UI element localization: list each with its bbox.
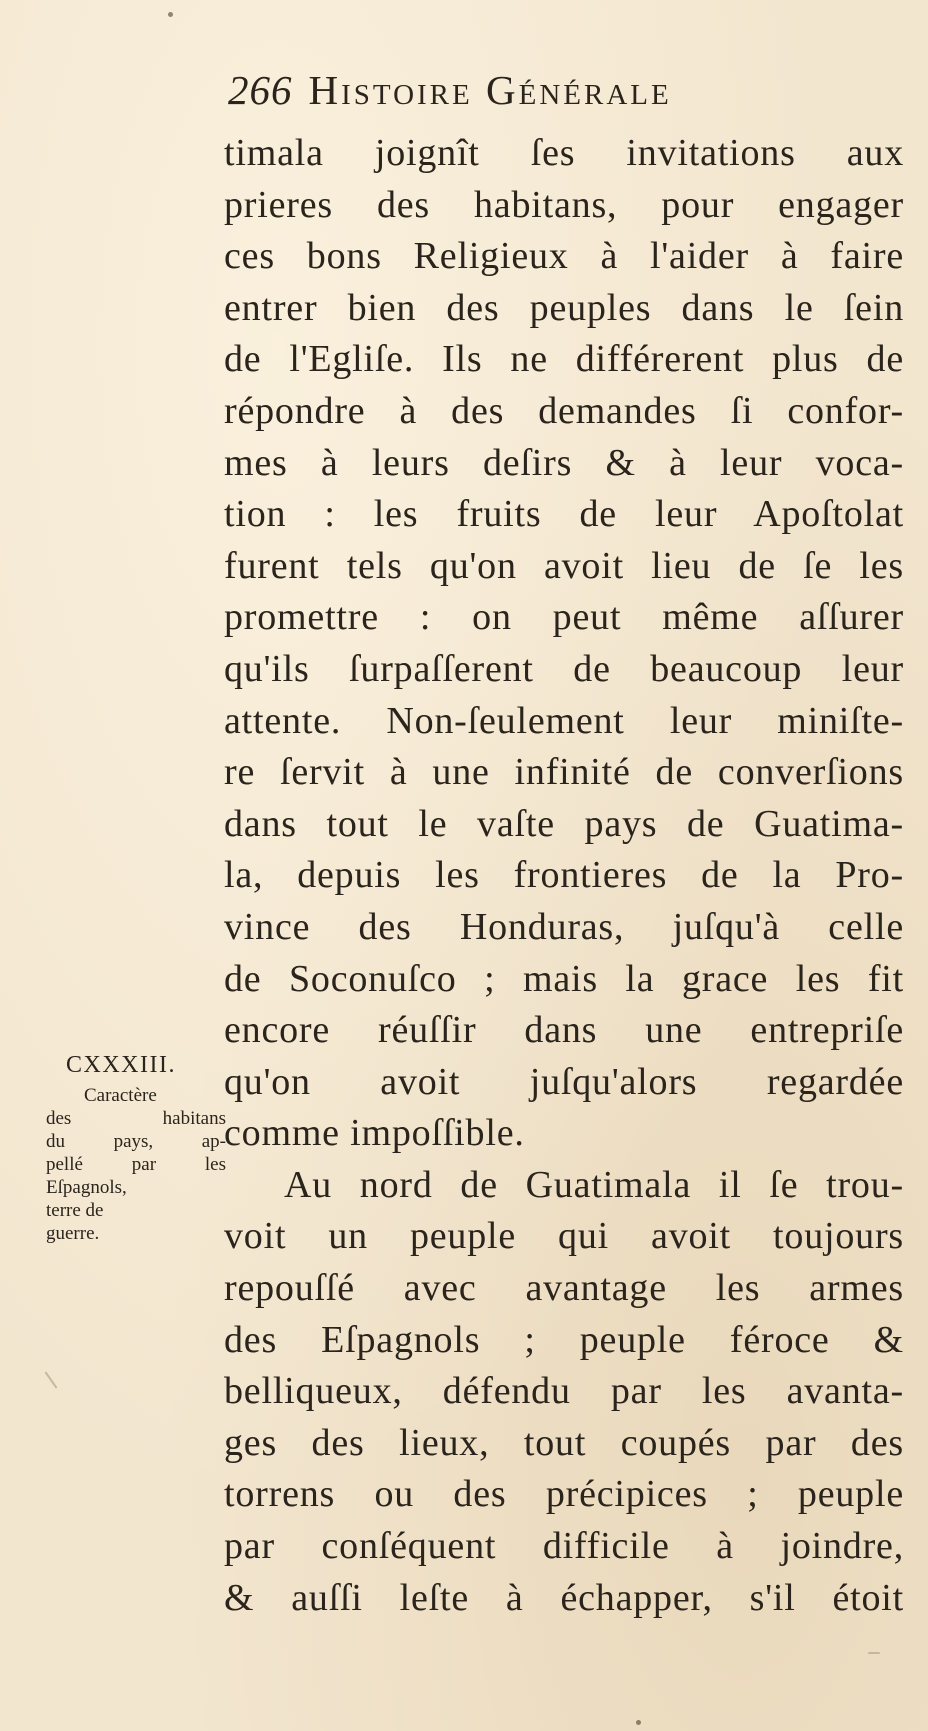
text-line: promettre : on peut même aſſurer	[224, 596, 904, 639]
text-line: répondre à des demandes ſi confor-	[224, 389, 904, 432]
ink-speck	[44, 1371, 57, 1389]
text-line: vince des Honduras, juſqu'à celle	[224, 905, 904, 948]
text-line: des Eſpagnols ; peuple féroce &	[224, 1318, 904, 1361]
section-number: CXXXIII.	[66, 1052, 176, 1078]
margin-note-line: terre de	[46, 1200, 104, 1221]
text-line: voit un peuple qui avoit toujours	[224, 1215, 904, 1258]
ink-speck	[636, 1720, 641, 1725]
text-line: qu'on avoit juſqu'alors regardée	[224, 1060, 904, 1103]
text-line: la, depuis les frontieres de la Pro-	[224, 854, 904, 897]
text-line: torrens ou des précipices ; peuple	[224, 1473, 904, 1516]
text-line: qu'ils ſurpaſſerent de beaucoup leur	[224, 647, 904, 690]
text-line: & auſſi leſte à échapper, s'il étoit	[224, 1576, 904, 1619]
margin-note-line: Caractère	[84, 1085, 157, 1106]
text-line: par conſéquent difficile à joindre,	[224, 1525, 904, 1568]
text-line: ges des lieux, tout coupés par des	[224, 1421, 904, 1464]
paragraph-end-line: comme impoſſible.	[224, 1112, 525, 1155]
text-line: de l'Egliſe. Ils ne différerent plus de	[224, 338, 904, 381]
text-line: repouſſé avec avantage les armes	[224, 1267, 904, 1310]
margin-note-line: Eſpagnols,	[46, 1177, 127, 1198]
paragraph-start-line: Au nord de Guatimala il ſe trou-	[284, 1163, 904, 1206]
text-line: de Soconuſco ; mais la grace les fit	[224, 957, 904, 1000]
text-line: prieres des habitans, pour engager	[224, 183, 904, 226]
text-line: encore réuſſir dans une entrepriſe	[224, 1009, 904, 1052]
text-line: re ſervit à une infinité de converſions	[224, 751, 904, 794]
text-line: belliqueux, défendu par les avanta-	[224, 1370, 904, 1413]
text-line: entrer bien des peuples dans le ſein	[224, 286, 904, 329]
page-number: 266	[228, 67, 293, 113]
margin-note-line: pellé par les	[46, 1154, 226, 1175]
body-text	[224, 128, 904, 1624]
text-line: furent tels qu'on avoit lieu de ſe les	[224, 544, 904, 587]
text-line: ces bons Religieux à l'aider à faire	[224, 235, 904, 278]
text-line: mes à leurs deſirs & à leur voca-	[224, 441, 904, 484]
text-line: timala joignît ſes invitations aux	[224, 132, 904, 174]
running-head	[228, 66, 868, 126]
text-line: attente. Non-ſeulement leur miniſte-	[224, 699, 904, 742]
ink-speck	[868, 1652, 880, 1654]
margin-note-line: guerre.	[46, 1223, 100, 1244]
text-line: dans tout le vaſte pays de Guatima-	[224, 802, 904, 845]
running-title: Histoire Générale	[308, 67, 672, 113]
ink-speck	[168, 12, 173, 17]
margin-note-line: du pays, ap-	[46, 1131, 226, 1152]
text-line: tion : les fruits de leur Apoſtolat	[224, 493, 904, 536]
margin-note-line: des habitans	[46, 1108, 226, 1129]
margin-note	[46, 1084, 226, 1245]
